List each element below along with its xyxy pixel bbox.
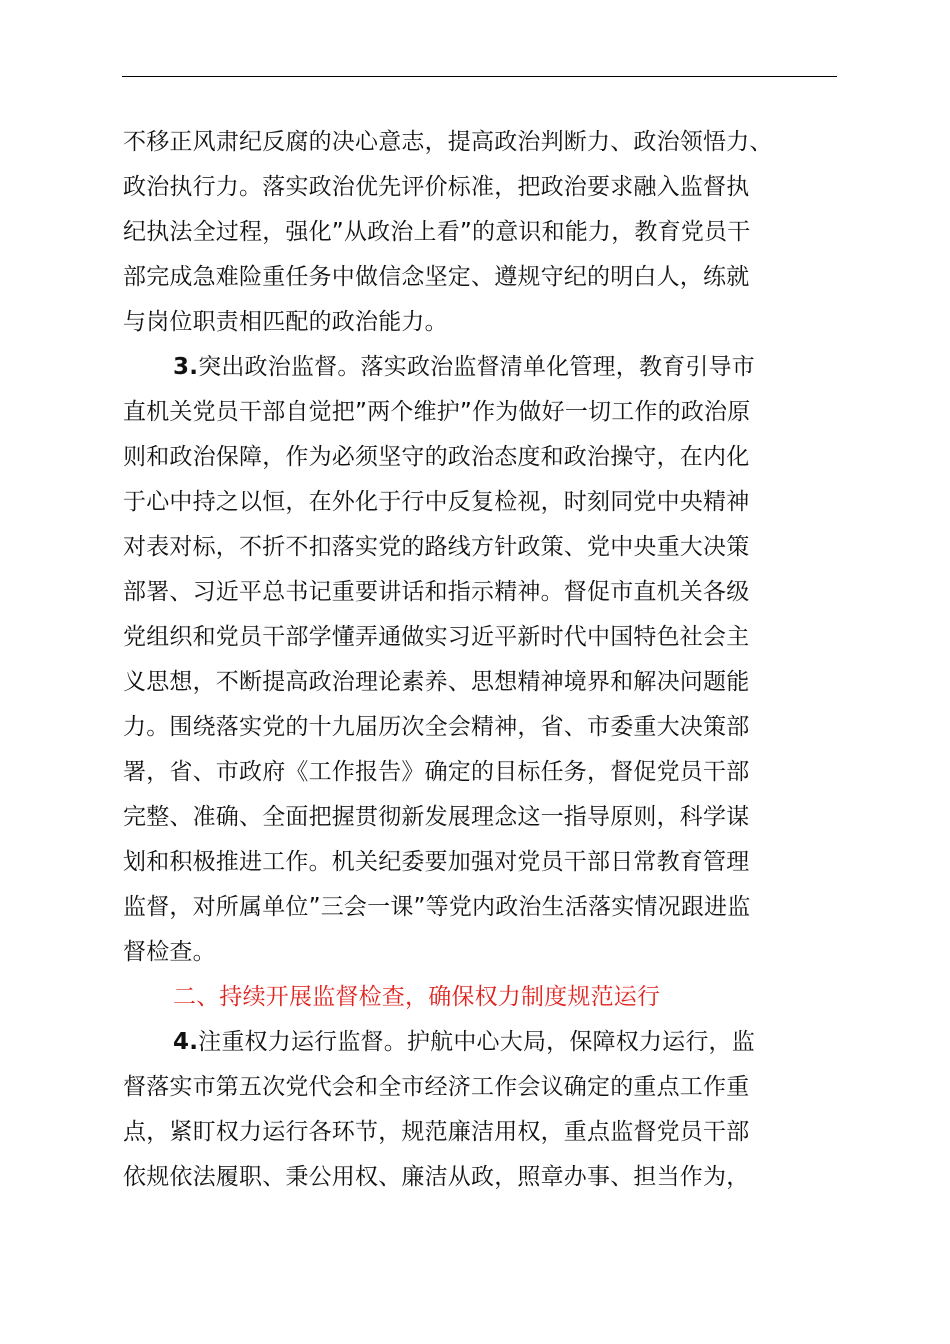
item-3-paragraph xyxy=(123,345,839,975)
text-line: 于心中持之以恒，在外化于行中反复检视，时刻同党中央精神 xyxy=(123,489,750,515)
item-3-first-line xyxy=(123,345,839,390)
item-4-first-line xyxy=(123,1020,839,1065)
text-line: 依规依法履职、秉公用权、廉洁从政，照章办事、担当作为， xyxy=(123,1164,750,1190)
item-4-paragraph xyxy=(123,1020,839,1200)
item-4-lead-text: 注重权力运行监督。护航中心大局，保障权力运行，监 xyxy=(198,1029,755,1055)
text-line: 不移正风肃纪反腐的决心意志，提高政治判断力、政治领悟力、 xyxy=(123,129,773,155)
text-line: 党组织和党员干部学懂弄通做实习近平新时代中国特色社会主 xyxy=(123,624,750,650)
text-line: 对表对标，不折不扣落实党的路线方针政策、党中央重大决策 xyxy=(123,534,750,560)
text-line: 部署、习近平总书记重要讲话和指示精神。督促市直机关各级 xyxy=(123,579,750,605)
paragraph-continuation xyxy=(123,120,839,345)
text-line: 督检查。 xyxy=(123,939,216,965)
section-2-heading: 二、持续开展监督检查，确保权力制度规范运行 xyxy=(173,984,661,1010)
item-3-number: 3. xyxy=(173,354,199,380)
text-line: 则和政治保障，作为必须坚守的政治态度和政治操守，在内化 xyxy=(123,444,750,470)
header-rule xyxy=(122,76,837,77)
text-line: 义思想，不断提高政治理论素养、思想精神境界和解决问题能 xyxy=(123,669,750,695)
text-line: 督落实市第五次党代会和全市经济工作会议确定的重点工作重 xyxy=(123,1074,750,1100)
text-line: 划和积极推进工作。机关纪委要加强对党员干部日常教育管理 xyxy=(123,849,750,875)
item-3-lead-text: 突出政治监督。落实政治监督清单化管理，教育引导市 xyxy=(198,354,755,380)
text-line: 与岗位职责相匹配的政治能力。 xyxy=(123,309,448,335)
document-body xyxy=(123,120,839,1200)
text-line: 完整、准确、全面把握贯彻新发展理念这一指导原则，科学谋 xyxy=(123,804,750,830)
text-line: 点，紧盯权力运行各环节，规范廉洁用权，重点监督党员干部 xyxy=(123,1119,750,1145)
text-line: 政治执行力。落实政治优先评价标准，把政治要求融入监督执 xyxy=(123,174,750,200)
text-line: 部完成急难险重任务中做信念坚定、遵规守纪的明白人，练就 xyxy=(123,264,750,290)
text-line: 纪执法全过程，强化”从政治上看”的意识和能力，教育党员干 xyxy=(123,219,751,245)
text-line: 力。围绕落实党的十九届历次全会精神，省、市委重大决策部 xyxy=(123,714,750,740)
text-line: 监督，对所属单位”三会一课”等党内政治生活落实情况跟进监 xyxy=(123,894,751,920)
item-4-number: 4. xyxy=(173,1029,199,1055)
text-line: 署，省、市政府《工作报告》确定的目标任务，督促党员干部 xyxy=(123,759,750,785)
text-line: 直机关党员干部自觉把”两个维护”作为做好一切工作的政治原 xyxy=(123,399,751,425)
